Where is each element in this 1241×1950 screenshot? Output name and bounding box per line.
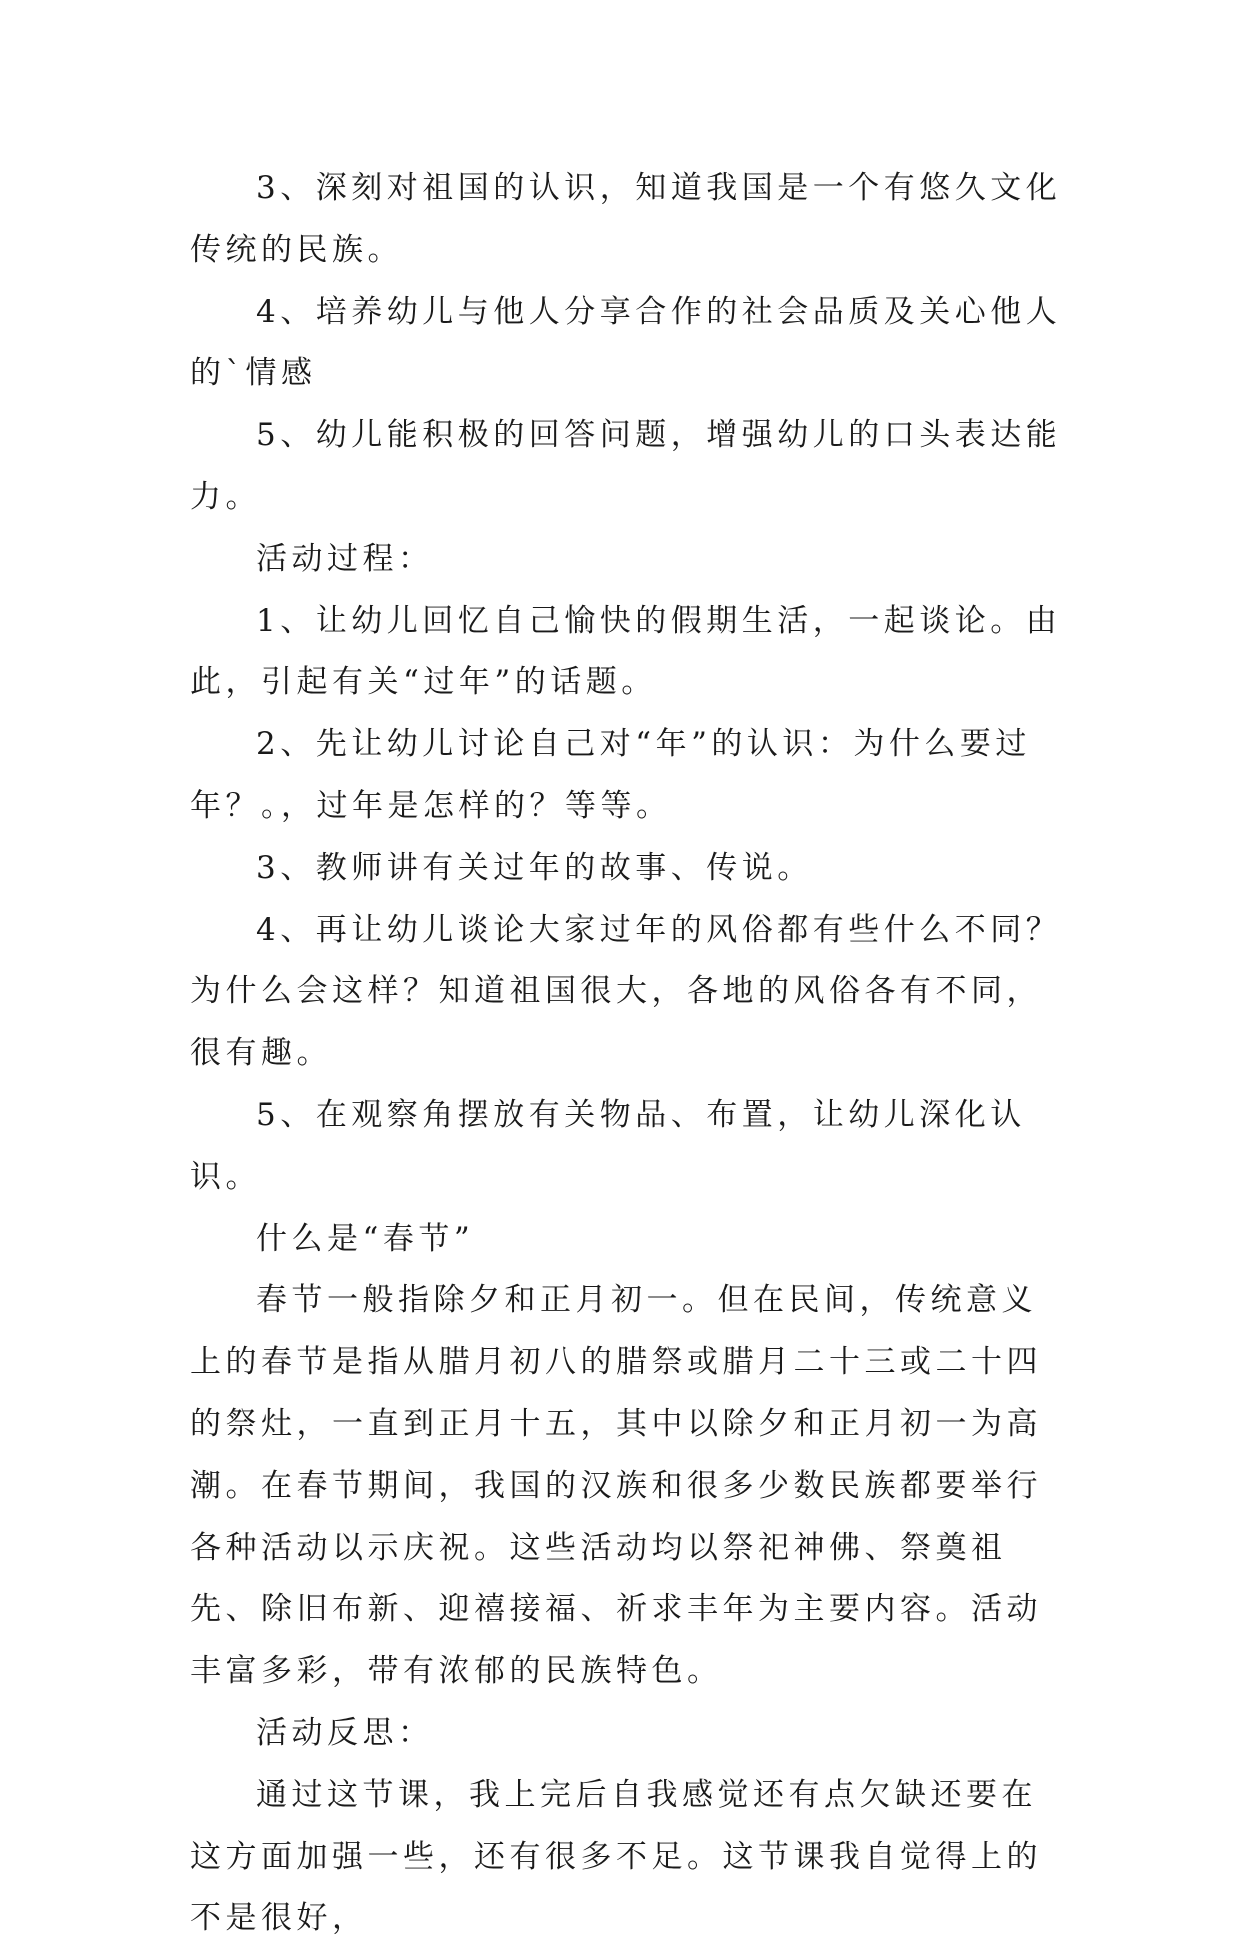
paragraph-step-1: 1、让幼儿回忆自己愉快的假期生活，一起谈论。由此，引起有关“过年”的话题。 (190, 602, 1062, 701)
paragraph-step-2: 2、先让幼儿讨论自己对“年”的认识：为什么要过年？。，过年是怎样的？等等。 (190, 726, 1031, 824)
section-heading-spring-festival: 什么是“春节” (256, 1220, 475, 1257)
paragraph-step-5: 5、在观察角摆放有关物品、布置，让幼儿深化认识。 (190, 1096, 1026, 1195)
document-body (190, 158, 1070, 1950)
paragraph-step-4: 4、再让幼儿谈论大家过年的风俗都有些什么不同？为什么会这样？知道祖国很大，各地的风俗各有不同，很有趣。 (190, 911, 1062, 1072)
section-heading-process: 活动过程： (256, 540, 434, 577)
paragraph-spring-festival: 春节一般指除夕和正月初一。但在民间，传统意义上的春节是指从腊月初八的腊祭或腊月二十三或二十四的祭灶，一直到正月十五，其中以除夕和正月初一为高潮。在春节期间，我国的汉族和很多少数民族都要举行各种活动以示庆祝。这些活动均以祭祀神佛、祭奠祖先、除旧布新、迎禧接福、祈求丰年为主要内容。活动丰富多彩，带有浓郁的民族特色。 (190, 1282, 1042, 1690)
paragraph-objective-3: 3、深刻对祖国的认识，知道我国是一个有悠久文化传统的民族。 (190, 170, 1062, 268)
paragraph-objective-5: 5、幼儿能积极的回答问题，增强幼儿的口头表达能力。 (190, 417, 1062, 515)
paragraph-objective-4: 4、培养幼儿与他人分享合作的社会品质及关心他人的`情感 (190, 293, 1062, 392)
section-heading-reflection: 活动反思： (256, 1714, 434, 1751)
paragraph-step-3: 3、教师讲有关过年的故事、传说。 (256, 849, 813, 886)
paragraph-reflection: 通过这节课，我上完后自我感觉还有点欠缺还要在这方面加强一些，还有很多不足。这节课我自觉得上的不是很好， (190, 1776, 1042, 1937)
